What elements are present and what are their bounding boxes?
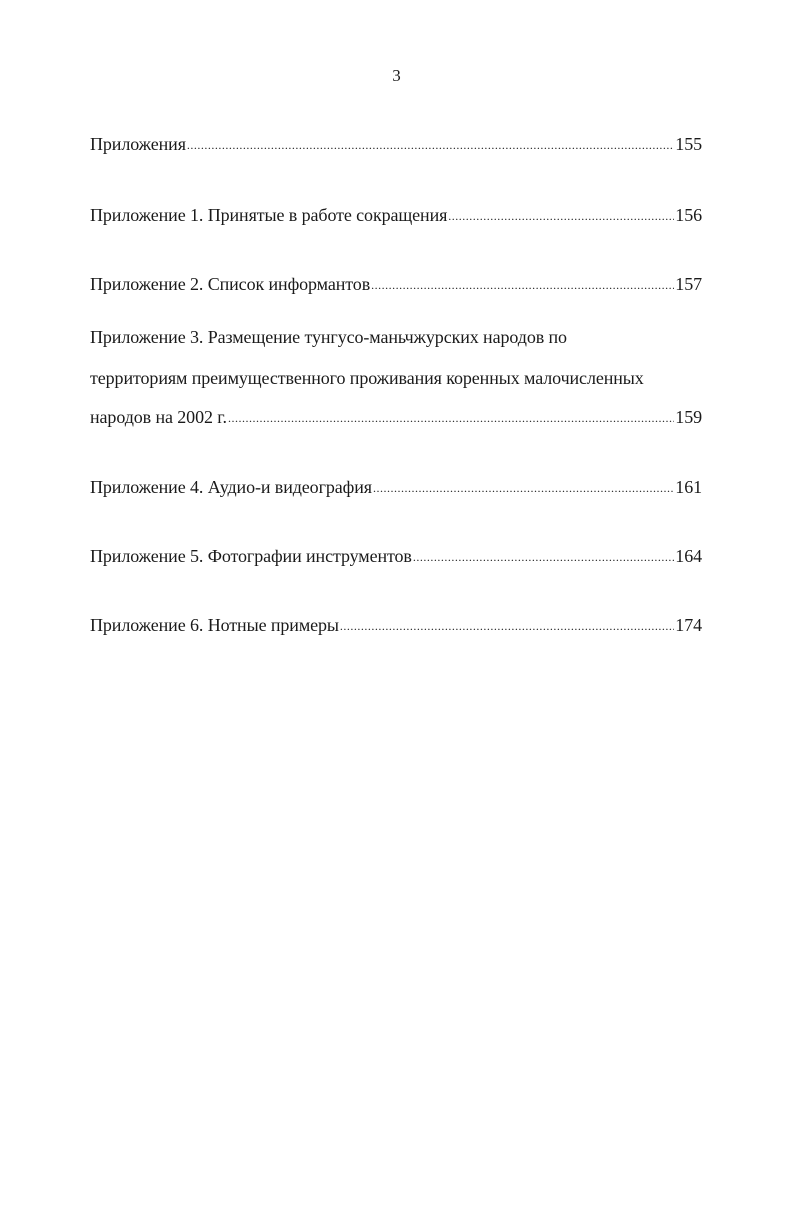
- toc-entry-appendix-3-line-1: Приложение 3. Размещение тунгусо-маньчжурских народов по: [90, 327, 567, 347]
- toc-entry-title: Приложение 4. Аудио-и видеография: [90, 477, 372, 497]
- toc-entry-appendix-1: [90, 203, 702, 227]
- toc-entry-title: Приложение 2. Список информантов: [90, 274, 371, 294]
- toc-entry-page: 161: [675, 477, 702, 497]
- toc-entry-appendix-2: [90, 272, 702, 296]
- dot-leader: [413, 545, 674, 569]
- page-number: 3: [392, 66, 401, 85]
- dot-leader: [371, 273, 674, 297]
- dot-leader: [448, 204, 674, 228]
- toc-entry-title: Приложение 1. Принятые в работе сокращения: [90, 205, 448, 225]
- toc-entry-title: Приложения: [90, 134, 186, 154]
- toc-entry-page: 155: [675, 134, 702, 154]
- toc-entry-title: Приложение 5. Фотографии инструментов: [90, 546, 412, 566]
- toc-entry-page: 156: [675, 205, 702, 225]
- toc-entry-appendices: [90, 132, 702, 156]
- toc-entry-appendix-5: [90, 544, 702, 568]
- toc-entry-page: 159: [675, 407, 702, 427]
- toc-entry-title: Приложение 6. Нотные примеры: [90, 615, 339, 635]
- toc-entry-page: 157: [675, 274, 702, 294]
- toc-entry-appendix-3-line-2: территориям преимущественного проживания коренных малочисленных: [90, 368, 644, 388]
- dot-leader: [373, 476, 674, 500]
- toc-entry-page: 174: [675, 615, 702, 635]
- toc-entry-title: народов на 2002 г.: [90, 407, 227, 427]
- toc-entry-appendix-3: [90, 405, 702, 429]
- dot-leader: [228, 406, 674, 430]
- toc-entry-appendix-4: [90, 475, 702, 499]
- toc-entry-page: 164: [675, 546, 702, 566]
- dot-leader: [187, 133, 674, 157]
- toc-entry-appendix-6: [90, 613, 702, 637]
- dot-leader: [340, 614, 674, 638]
